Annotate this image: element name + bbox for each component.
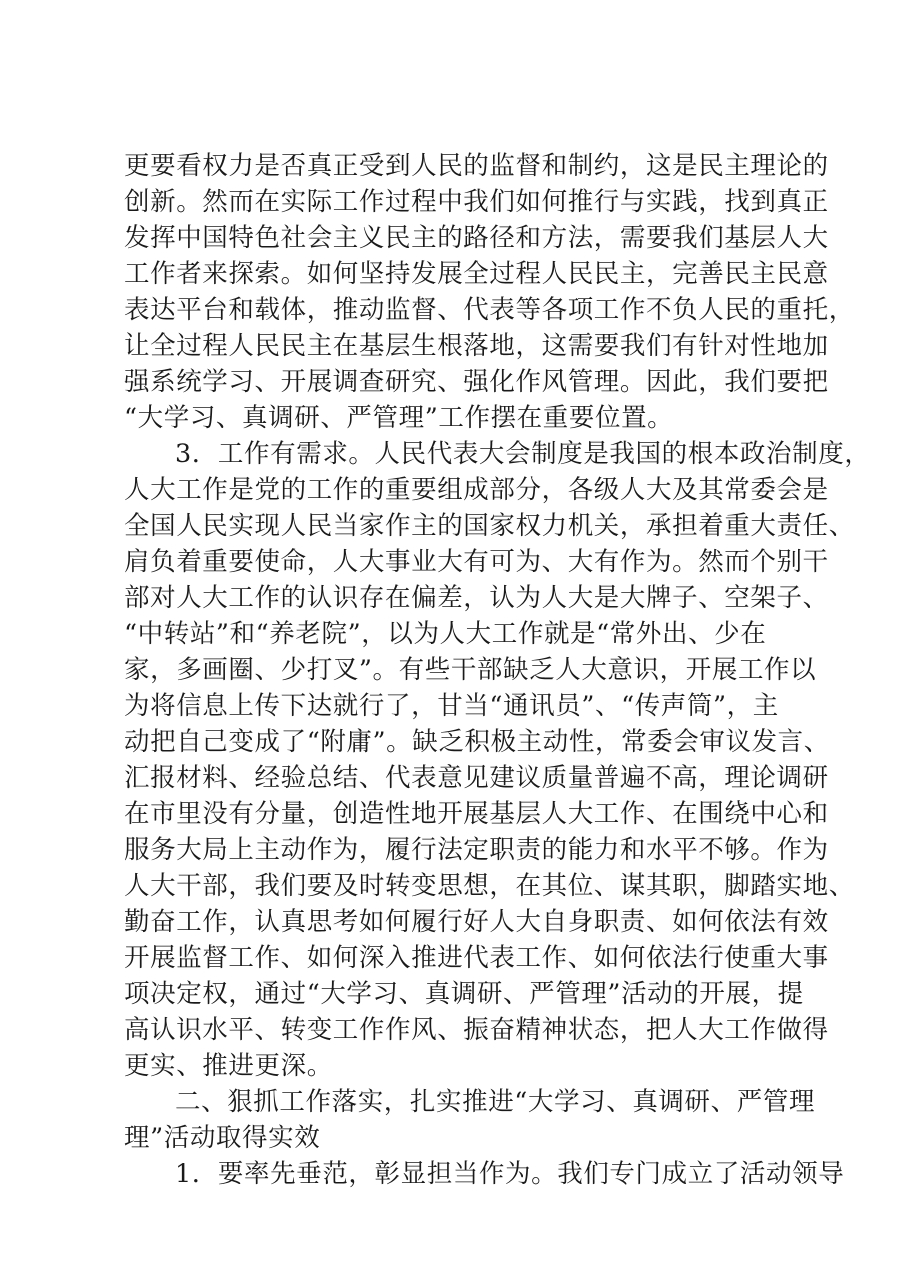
paragraph-start-line: 1．要率先垂范，彰显担当作为。我们专门成立了活动领导 <box>175 1159 845 1189</box>
text-line: 肩负着重要使命，人大事业大有可为、大有作为。然而个别干 <box>124 547 829 577</box>
text-line: 服务大局上主动作为，履行法定职责的能力和水平不够。作为 <box>124 835 829 865</box>
text-line: 全国人民实现人民当家作主的国家权力机关，承担着重大责任、 <box>124 511 855 541</box>
text-line: 强系统学习、开展调查研究、强化作风管理。因此，我们要把 <box>124 367 829 397</box>
text-line: 家，多画圈、少打叉”。有些干部缺乏人大意识，开展工作以 <box>124 655 817 685</box>
text-line: 为将信息上传下达就行了，甘当“通讯员”、“传声筒”，主 <box>124 691 779 721</box>
text-line: 发挥中国特色社会主义民主的路径和方法，需要我们基层人大 <box>124 223 829 253</box>
text-line: 人大干部，我们要及时转变思想，在其位、谋其职，脚踏实地、 <box>124 871 855 901</box>
text-line: 项决定权，通过“大学习、真调研、严管理”活动的开展，提 <box>124 979 804 1009</box>
text-line: “中转站”和“养老院”，以为人大工作就是“常外出、少在 <box>124 619 767 649</box>
text-line: 表达平台和载体，推动监督、代表等各项工作不负人民的重托， <box>124 295 855 325</box>
text-line: 汇报材料、经验总结、代表意见建议质量普遍不高，理论调研 <box>124 763 829 793</box>
text-line: 开展监督工作、如何深入推进代表工作、如何依法行使重大事 <box>124 943 829 973</box>
text-line: 部对人大工作的认识存在偏差，认为人大是大牌子、空架子、 <box>124 583 829 613</box>
paragraph-start-line: 3．工作有需求。人民代表大会制度是我国的根本政治制度， <box>175 439 871 469</box>
text-line: 更实、推进更深。 <box>124 1051 333 1081</box>
text-line: 高认识水平、转变工作作风、振奋精神状态，把人大工作做得 <box>124 1015 829 1045</box>
text-line: 人大工作是党的工作的重要组成部分，各级人大及其常委会是 <box>124 475 829 505</box>
text-line: 创新。然而在实际工作过程中我们如何推行与实践，找到真正 <box>124 187 829 217</box>
text-line: 工作者来探索。如何坚持发展全过程人民民主，完善民主民意 <box>124 259 829 289</box>
section-heading-line: 理”活动取得实效 <box>124 1123 321 1153</box>
text-line: 让全过程人民民主在基层生根落地，这需要我们有针对性地加 <box>124 331 829 361</box>
section-heading-line: 二、狠抓工作落实，扎实推进“大学习、真调研、严管理 <box>175 1087 816 1117</box>
text-line: 更要看权力是否真正受到人民的监督和制约，这是民主理论的 <box>124 151 829 181</box>
text-line: 在市里没有分量，创造性地开展基层人大工作、在围绕中心和 <box>124 799 829 829</box>
text-line: “大学习、真调研、严管理”工作摆在重要位置。 <box>124 403 674 433</box>
text-line: 动把自己变成了“附庸”。缺乏积极主动性，常委会审议发言、 <box>124 727 830 757</box>
text-line: 勤奋工作，认真思考如何履行好人大自身职责、如何依法有效 <box>124 907 829 937</box>
